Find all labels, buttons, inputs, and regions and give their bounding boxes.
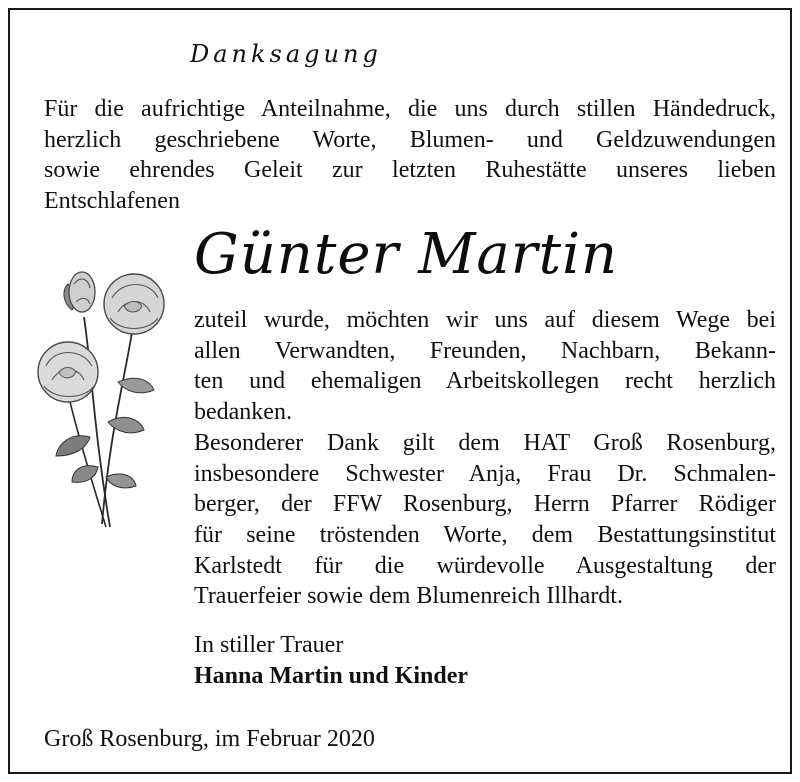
- deceased-name: Günter Martin: [194, 222, 619, 287]
- body-line: Trauerfeier sowie dem Blumenreich Illhardt.: [194, 583, 623, 610]
- place-date: Groß Rosenburg, im Februar 2020: [44, 726, 375, 752]
- body-line: bedanken.: [194, 399, 292, 426]
- body-paragraph: [194, 305, 776, 612]
- body-line: Karlstedt für die würdevolle Ausgestaltung der: [194, 552, 776, 579]
- intro-paragraph: [44, 94, 776, 216]
- body-line: insbesondere Schwester Anja, Frau Dr. Schmalen-: [194, 460, 776, 487]
- notice-heading: Danksagung: [190, 40, 382, 68]
- notice-frame: [8, 8, 792, 774]
- intro-line: herzlich geschriebene Worte, Blumen- und Geldzuwendungen: [44, 126, 776, 153]
- intro-line: Entschlafenen: [44, 187, 180, 214]
- body-line: ten und ehemaligen Arbeitskollegen recht herzlich: [194, 368, 776, 395]
- intro-line: Für die aufrichtige Anteilnahme, die uns durch stillen Händedruck,: [44, 96, 776, 122]
- intro-line: sowie ehrendes Geleit zur letzten Ruhestätte unseres lieben: [44, 157, 776, 183]
- signature-block: [194, 630, 468, 692]
- body-line: allen Verwandten, Freunden, Nachbarn, Bekann-: [194, 337, 776, 364]
- body-line: Besonderer Dank gilt dem HAT Groß Rosenburg,: [194, 429, 776, 456]
- closing-text: In stiller Trauer: [194, 632, 344, 658]
- body-line: für seine tröstenden Worte, dem Bestattungsinstitut: [194, 521, 776, 548]
- body-line: zuteil wurde, möchten wir uns auf diesem Wege bei: [194, 307, 776, 333]
- signatories: Hanna Martin und Kinder: [194, 663, 469, 689]
- body-line: berger, der FFW Rosenburg, Herrn Pfarrer Rödiger: [194, 491, 776, 518]
- roses-icon: [32, 262, 182, 532]
